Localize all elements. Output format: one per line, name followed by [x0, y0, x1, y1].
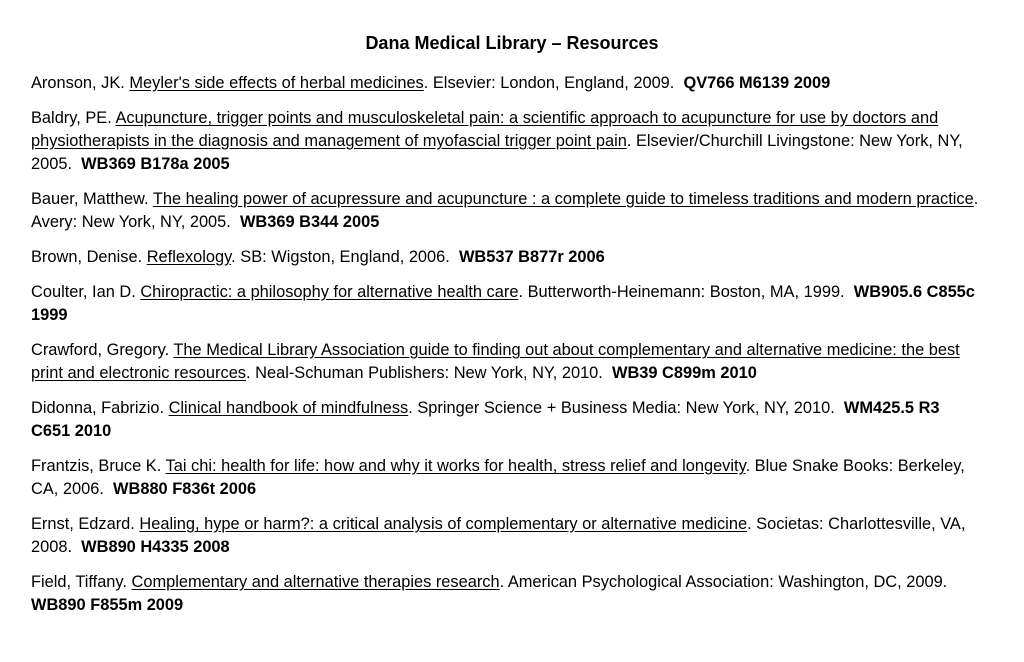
reference-call-number: WB880 F836t 2006 [113, 480, 257, 498]
reference-entry: Brown, Denise. Reflexology. SB: Wigston, England, 2006. WB537 B877r 2006 [31, 248, 605, 266]
reference-call-number: WB905.6 C855c 1999 [31, 283, 975, 324]
reference-title: Meyler's side effects of herbal medicines [129, 74, 424, 92]
reference-entry: Bauer, Matthew. The healing power of acupressure and acupuncture : a complete guide to timeless traditions and modern practice. Avery: New York, NY, 2005. WB369 B344 2005 [31, 190, 979, 231]
reference-publisher: Springer Science + Business Media: New York, NY, 2010. [417, 399, 835, 417]
reference-call-number: WB369 B344 2005 [239, 213, 380, 231]
reference-entry: Didonna, Fabrizio. Clinical handbook of mindfulness. Springer Science + Business Media: New York, NY, 2010. WM425.5 R3 C651 2010 [31, 399, 940, 440]
reference-author: Didonna, Fabrizio. [31, 399, 165, 417]
reference-publisher: Butterworth-Heinemann: Boston, MA, 1999. [527, 283, 845, 301]
reference-call-number: QV766 M6139 2009 [683, 74, 831, 92]
reference-publisher: Elsevier/Churchill Livingstone: New York, NY, 2005. [31, 132, 963, 173]
reference-entry: Field, Tiffany. Complementary and alternative therapies research. American Psychological Association: Washington, DC, 2009. WB890 F855m 2009 [31, 573, 948, 614]
reference-call-number: WB369 B178a 2005 [81, 155, 230, 173]
reference-author: Coulter, Ian D. [31, 283, 136, 301]
reference-publisher: SB: Wigston, England, 2006. [240, 248, 450, 266]
reference-title: Healing, hype or harm?: a critical analysis of complementary or alternative medicine [139, 515, 748, 533]
reference-call-number: WB537 B877r 2006 [458, 248, 605, 266]
reference-title: Tai chi: health for life: how and why it works for health, stress relief and longevity [165, 457, 746, 475]
reference-title: The Medical Library Association guide to finding out about complementary and alternative medicine: the best print and electronic resources [31, 341, 960, 382]
reference-call-number: WB890 H4335 2008 [81, 538, 230, 556]
reference-author: Brown, Denise. [31, 248, 143, 266]
reference-publisher: Societas: Charlottesville, VA, 2008. [31, 515, 966, 556]
reference-call-number: WM425.5 R3 C651 2010 [31, 399, 940, 440]
reference-publisher: Neal-Schuman Publishers: New York, NY, 2010. [255, 364, 603, 382]
reference-title: The healing power of acupressure and acupuncture : a complete guide to timeless traditions and modern practice [152, 190, 974, 208]
reference-title: Reflexology [146, 248, 232, 266]
reference-entry: Baldry, PE. Acupuncture, trigger points and musculoskeletal pain: a scientific approach to acupuncture for use by doctors and physiotherapists in the diagnosis and management of myofascial trigger point pain. Elsevier/Churchill Livingstone: New York, NY, 2005. WB369 B178a 2005 [31, 109, 963, 173]
reference-entry: Ernst, Edzard. Healing, hype or harm?: a critical analysis of complementary or alternative medicine. Societas: Charlottesville, VA, 2008. WB890 H4335 2008 [31, 515, 966, 556]
reference-publisher: Elsevier: London, England, 2009. [432, 74, 675, 92]
reference-author: Ernst, Edzard. [31, 515, 135, 533]
reference-publisher: American Psychological Association: Washington, DC, 2009. [507, 573, 948, 591]
reference-call-number: WB39 C899m 2010 [611, 364, 757, 382]
reference-publisher: Blue Snake Books: Berkeley, CA, 2006. [31, 457, 965, 498]
reference-publisher: Avery: New York, NY, 2005. [31, 213, 231, 231]
reference-title: Chiropractic: a philosophy for alternative health care [140, 283, 519, 301]
reference-author: Bauer, Matthew. [31, 190, 149, 208]
reference-author: Field, Tiffany. [31, 573, 127, 591]
reference-entry: Coulter, Ian D. Chiropractic: a philosophy for alternative health care. Butterworth-Heinemann: Boston, MA, 1999. WB905.6 C855c 1999 [31, 283, 975, 324]
reference-entry: Frantzis, Bruce K. Tai chi: health for life: how and why it works for health, stress relief and longevity. Blue Snake Books: Berkeley, CA, 2006. WB880 F836t 2006 [31, 457, 965, 498]
reference-author: Baldry, PE. [31, 109, 112, 127]
reference-title: Complementary and alternative therapies research [131, 573, 500, 591]
reference-author: Aronson, JK. [31, 74, 125, 92]
page-title: Dana Medical Library – Resources [365, 33, 659, 53]
reference-author: Crawford, Gregory. [31, 341, 170, 359]
reference-list [31, 72, 981, 629]
reference-author: Frantzis, Bruce K. [31, 457, 162, 475]
reference-entry: Aronson, JK. Meyler's side effects of herbal medicines. Elsevier: London, England, 2009. QV766 M6139 2009 [31, 74, 831, 92]
reference-title: Clinical handbook of mindfulness [168, 399, 409, 417]
reference-call-number: WB890 F855m 2009 [31, 596, 184, 614]
reference-title: Acupuncture, trigger points and musculoskeletal pain: a scientific approach to acupuncture for use by doctors and physiotherapists in the diagnosis and management of myofascial trigger point pain [31, 109, 939, 150]
reference-entry: Crawford, Gregory. The Medical Library Association guide to finding out about complementary and alternative medicine: the best print and electronic resources. Neal-Schuman Publishers: New York, NY, 2010. WB39 C899m 2010 [31, 341, 960, 382]
